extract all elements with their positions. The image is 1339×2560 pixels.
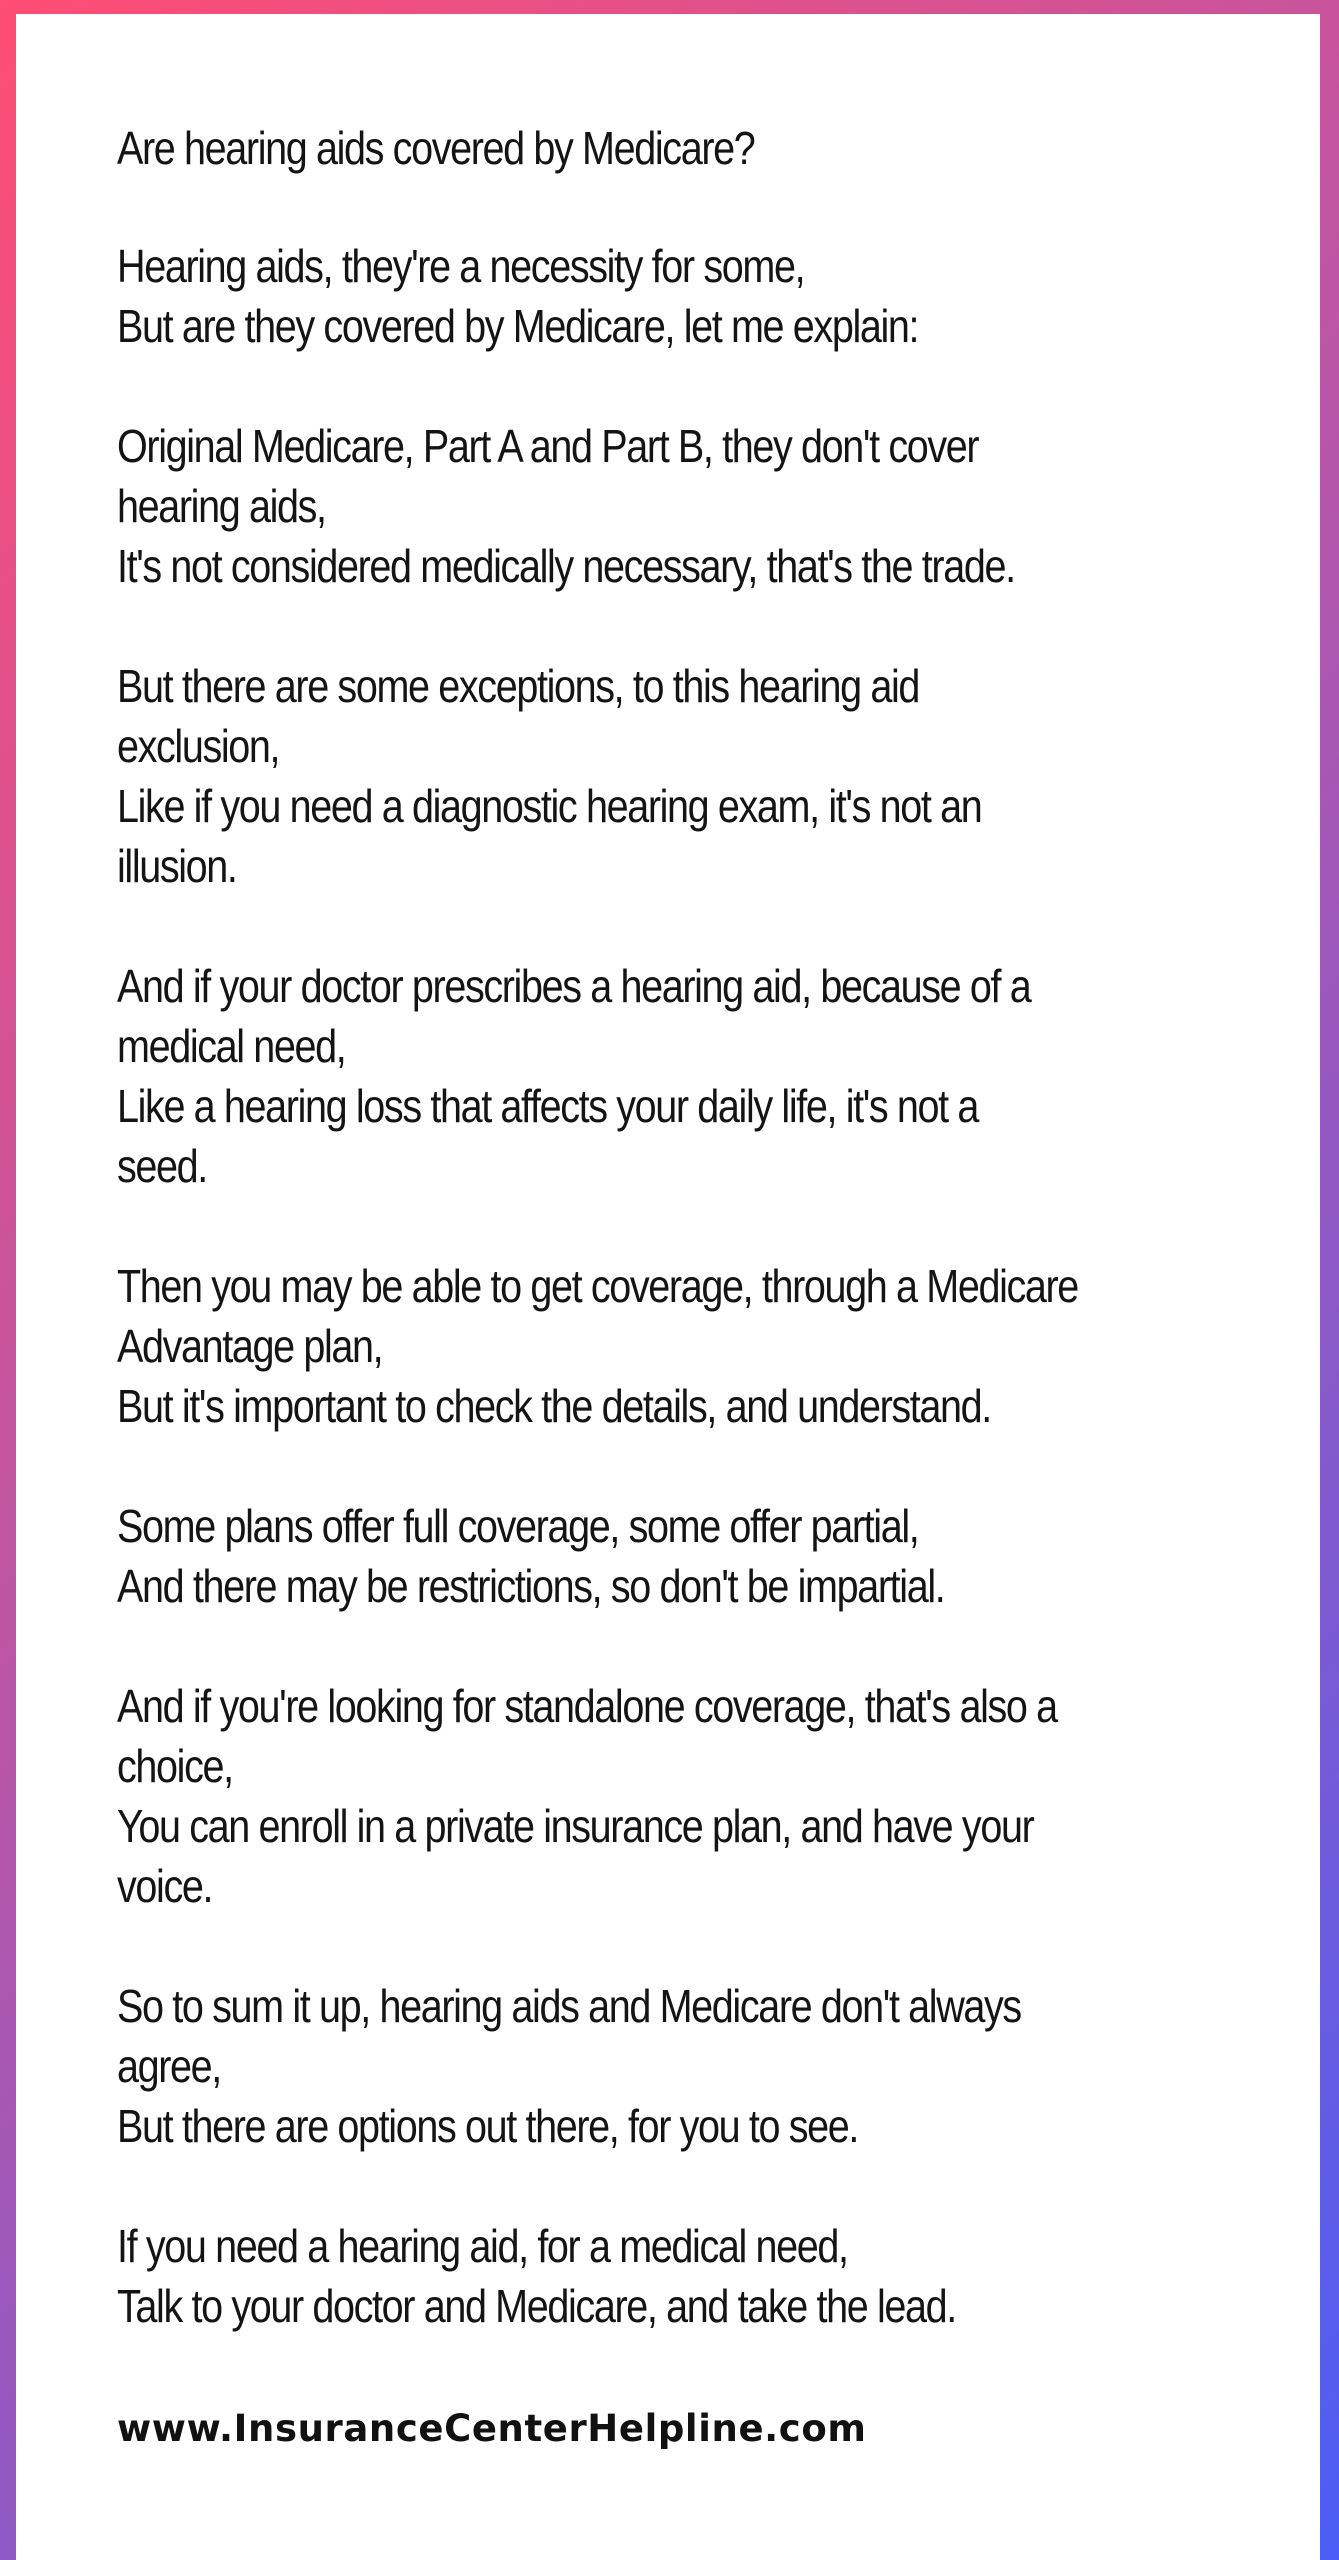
stanza [117,656,1218,896]
poem-line: But there are options out there, for you to see. [117,2100,859,2152]
stanza [117,1496,1218,1616]
poem-line: illusion. [117,840,237,892]
poem-line: But there are some exceptions, to this hearing aid [117,660,920,712]
poem-line: exclusion, [117,720,280,772]
poem-line: Some plans offer full coverage, some offer partial, [117,1500,919,1552]
poem-line: Original Medicare, Part A and Part B, they don't cover [117,420,979,472]
poem-line: seed. [117,1140,207,1192]
poem-title-stanza [117,118,1218,178]
stanza [117,1676,1218,1916]
poem-line: Talk to your doctor and Medicare, and take the lead. [117,2280,956,2332]
website-url[interactable]: www.InsuranceCenterHelpline.com [117,2407,867,2450]
poem-line: voice. [117,1860,213,1912]
poem-line: But it's important to check the details, and understand. [117,1380,991,1432]
poem-line: And if your doctor prescribes a hearing aid, because of a [117,960,1031,1012]
stanza [117,2216,1218,2336]
stanza [117,1256,1218,1436]
poem-line: agree, [117,2040,221,2092]
poem-line: Like a hearing loss that affects your daily life, it's not a [117,1080,979,1132]
poem-card [16,14,1320,2560]
poem-line: And there may be restrictions, so don't be impartial. [117,1560,945,1612]
poem-line: You can enroll in a private insurance plan, and have your [117,1800,1034,1852]
poem-body [117,118,1218,2336]
stanza [117,956,1218,1196]
poem-line: choice, [117,1740,233,1792]
poem-line: And if you're looking for standalone coverage, that's also a [117,1680,1057,1732]
stanza [117,236,1218,356]
poem-line: Hearing aids, they're a necessity for some, [117,240,805,292]
poem-line: medical need, [117,1020,346,1072]
poem-stanzas [117,236,1218,2336]
poem-line: But are they covered by Medicare, let me explain: [117,300,919,352]
poem-line: Like if you need a diagnostic hearing exam, it's not an [117,780,982,832]
poem-line: Then you may be able to get coverage, through a Medicare [117,1260,1078,1312]
poem-line: Advantage plan, [117,1320,383,1372]
stanza [117,416,1218,596]
poem-line: If you need a hearing aid, for a medical need, [117,2220,848,2272]
poem-line: hearing aids, [117,480,326,532]
poem-title: Are hearing aids covered by Medicare? [117,122,755,174]
stanza [117,1976,1218,2156]
poem-line: It's not considered medically necessary, that's the trade. [117,540,1015,592]
poem-line: So to sum it up, hearing aids and Medicare don't always [117,1980,1021,2032]
